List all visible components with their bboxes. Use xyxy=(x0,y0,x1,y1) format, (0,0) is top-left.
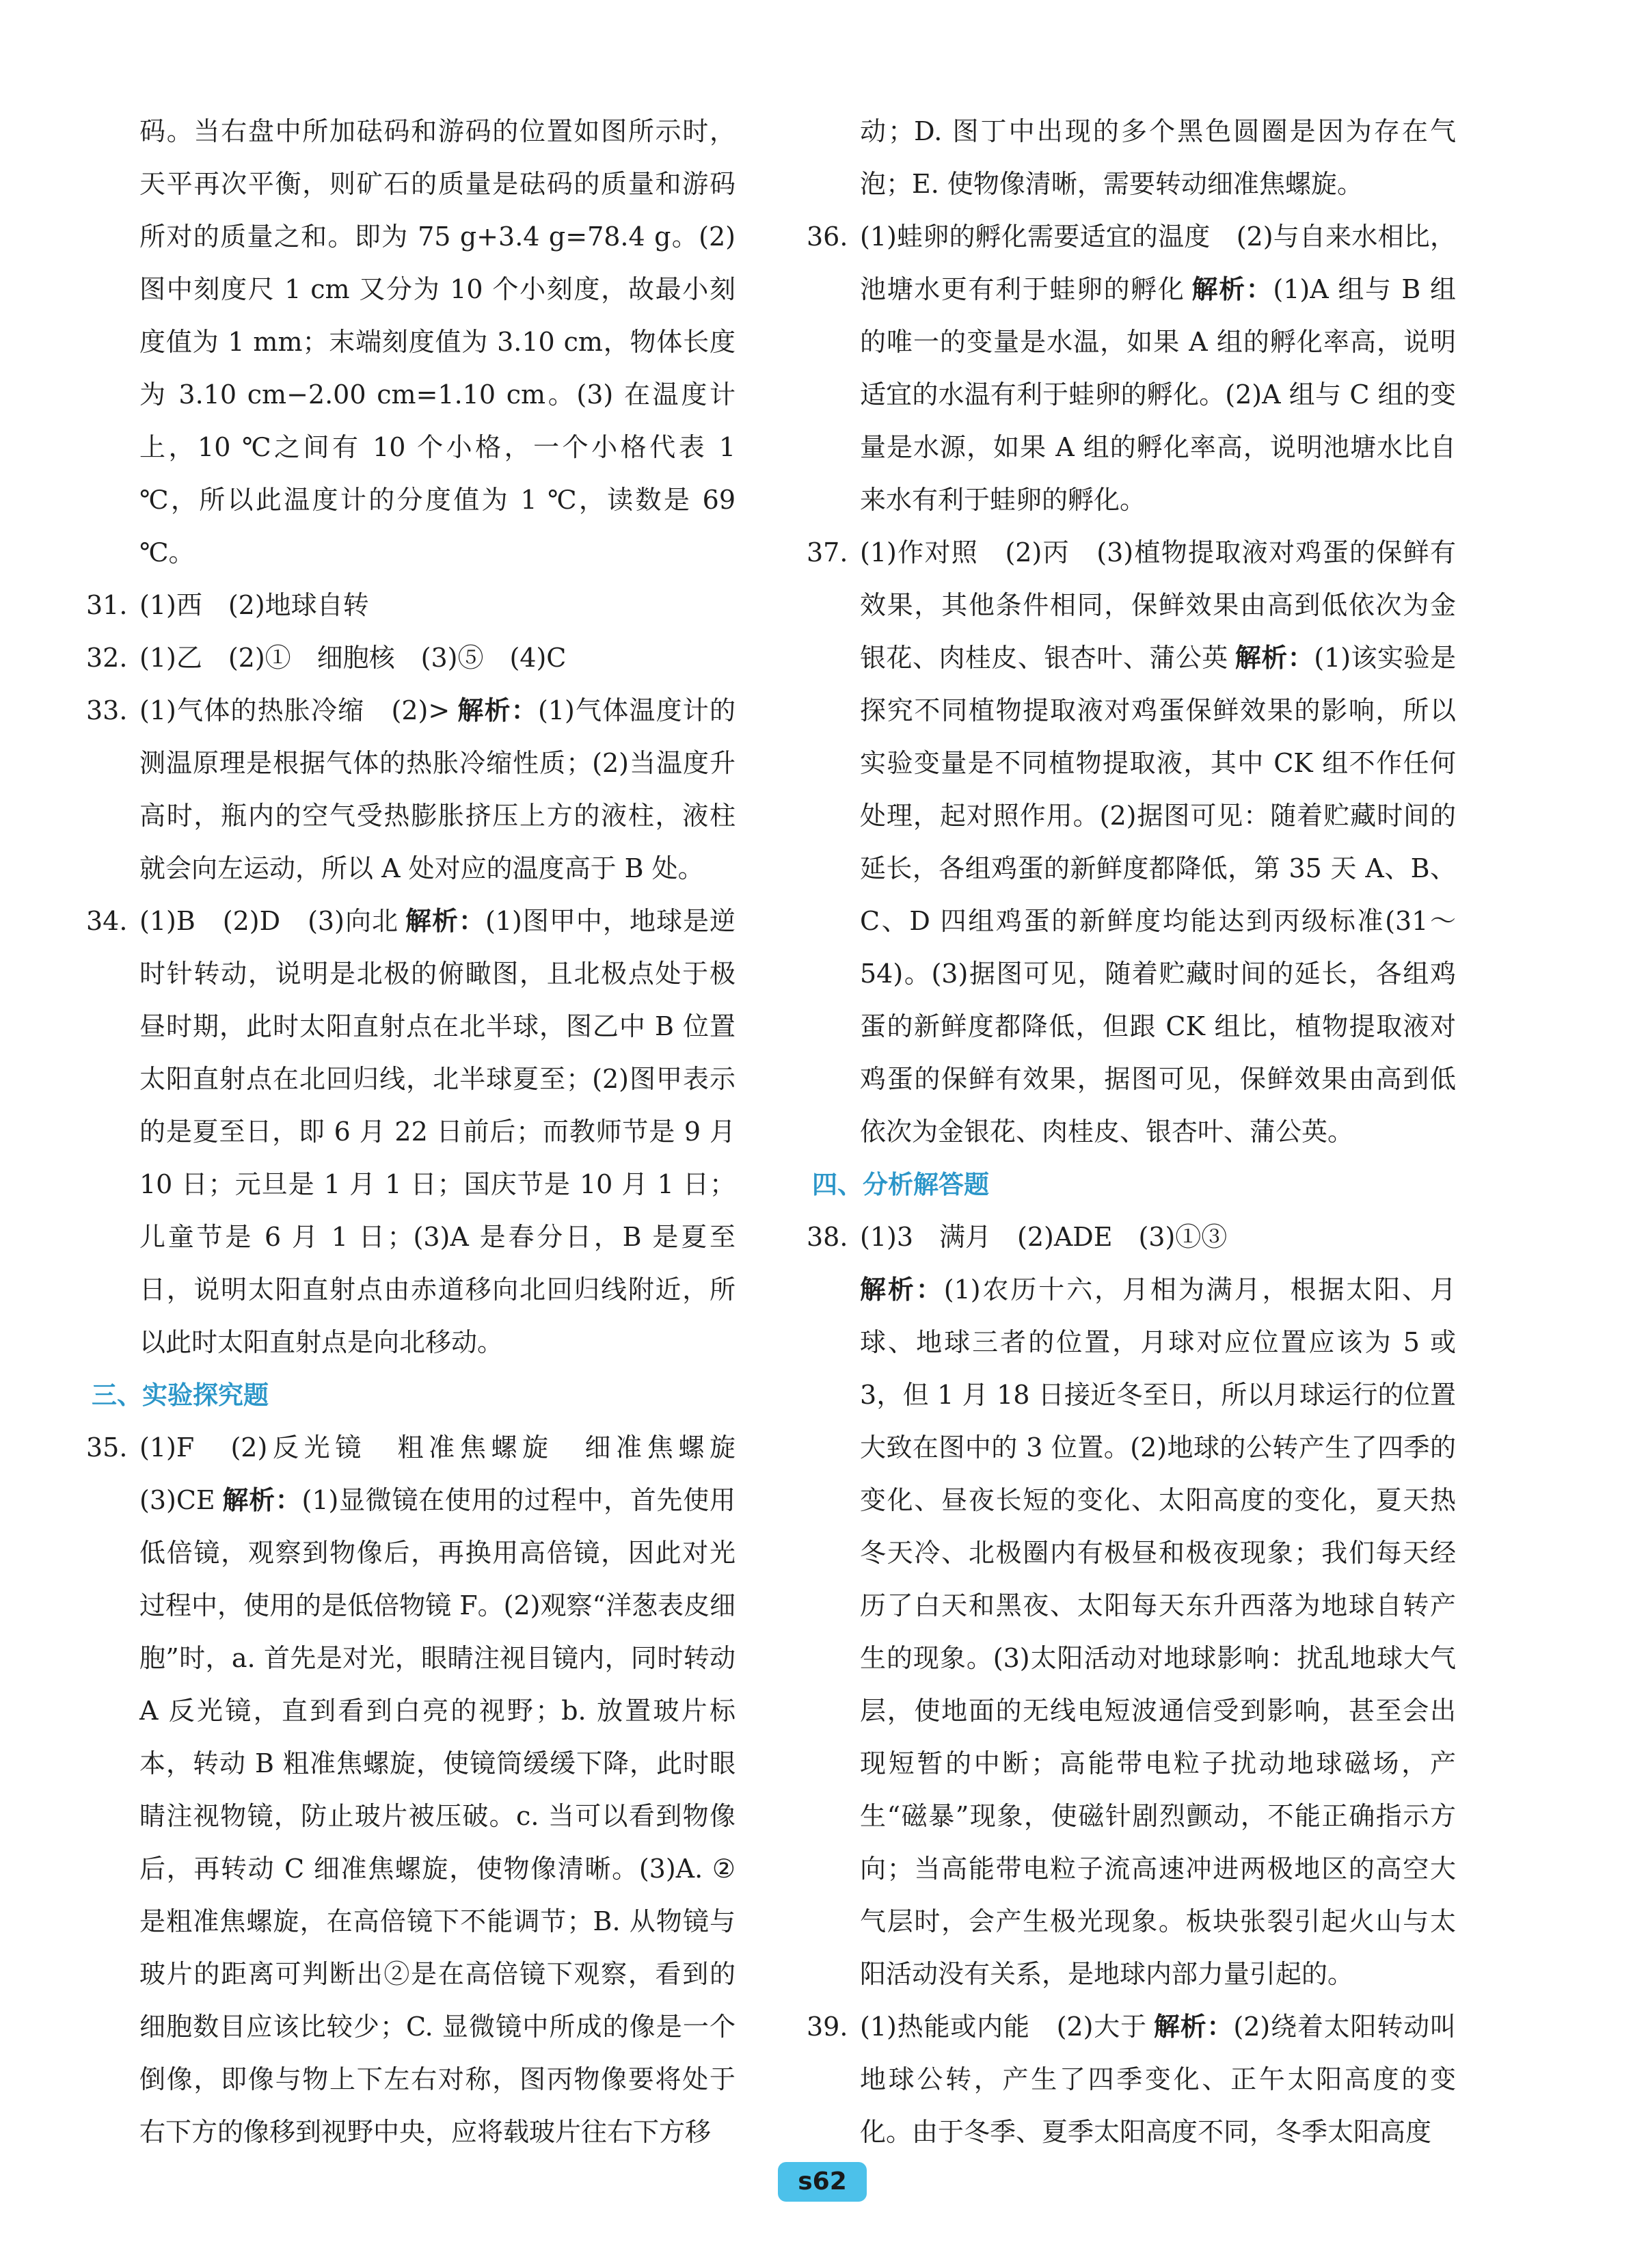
question-number: 38. xyxy=(807,1222,848,1252)
analysis-label: 解析： xyxy=(221,1485,302,1515)
answer: (1)B (2)D (3)向北 xyxy=(139,906,399,936)
analysis-label: 解析： xyxy=(1153,2012,1234,2042)
analysis-text: (2)绕着太阳转动叫地球公转，产生了四季变化、正午太阳高度的变化。由于冬季、夏季太阳高度不同，冬季太阳高度 xyxy=(860,2012,1456,2147)
analysis-label: 解析： xyxy=(860,1275,944,1305)
analysis-label: 解析： xyxy=(1191,274,1273,304)
question-36 xyxy=(807,211,1456,526)
answer: (1)作对照 (2)丙 (3)植物提取液对鸡蛋的保鲜有效果，其他条件相同，保鲜效果由高到低依次为金银花、肉桂皮、银杏叶、蒲公英 xyxy=(860,537,1456,673)
question-number: 36. xyxy=(807,222,848,252)
analysis-text: (1)该实验是探究不同植物提取液对鸡蛋保鲜效果的影响，所以实验变量是不同植物提取液，其中 CK 组不作任何处理，起对照作用。(2)据图可见：随着贮藏时间的延长，各组鸡蛋的新鲜度都降低，第 35 天 A、B、C、D 四组鸡蛋的新鲜度均能达到丙级标准(31～54)。(3)据图可见，随着贮藏时间的延长，各组鸡蛋的新鲜度都降低，但跟 CK 组比，植物提取液对鸡蛋的保鲜有效果，据图可见，保鲜效果由高到低依次为金银花、肉桂皮、银杏叶、蒲公英。 xyxy=(860,643,1456,1147)
q30-continuation: 码。当右盘中所加砝码和游码的位置如图所示时，天平再次平衡，则矿石的质量是砝码的质量和游码所对的质量之和。即为 75 g+3.4 g=78.4 g。(2)图中刻度尺 1 cm 又分为 10 个小刻度，故最小刻度值为 1 mm；末端刻度值为 3.10 cm，物体长度为 3.10 cm−2.00 cm=1.10 cm。(3) 在温度计上，10 ℃之间有 10 个小格，一个小格代表 1 ℃，所以此温度计的分度值为 1 ℃，读数是 69 ℃。 xyxy=(139,116,736,568)
answer: (1)热能或内能 (2)大于 xyxy=(860,2012,1147,2042)
question-33 xyxy=(86,684,736,895)
analysis-text: (1)图甲中，地球是逆时针转动，说明是北极的俯瞰图，且北极点处于极昼时期，此时太阳直射点在北半球，图乙中 B 位置太阳直射点在北回归线，北半球夏至；(2)图甲表示的是夏至日，即 6 月 22 日前后；而教师节是 9 月 10 日；元旦是 1 月 1 日；国庆节是 10 月 1 日；儿童节是 6 月 1 日；(3)A 是春分日，B 是夏至日，说明太阳直射点由赤道移向北回归线附近，所以此时太阳直射点是向北移动。 xyxy=(139,906,736,1357)
answer: (1)乙 (2)① 细胞核 (3)⑤ (4)C xyxy=(139,643,567,673)
question-39 xyxy=(807,2001,1456,2159)
analysis-label: 解析： xyxy=(405,906,486,936)
question-number: 31. xyxy=(86,590,128,620)
question-31 xyxy=(86,579,736,632)
question-37 xyxy=(807,526,1456,1158)
answer: (1)气体的热胀冷缩 (2)> xyxy=(139,695,450,725)
question-32 xyxy=(86,632,736,684)
analysis-label: 解析： xyxy=(457,695,539,725)
question-number: 39. xyxy=(807,2012,848,2042)
question-35 xyxy=(86,1422,762,2159)
question-34 xyxy=(86,895,736,1369)
analysis-text: (1)A 组与 B 组的唯一的变量是水温，如果 A 组的孵化率高，说明适宜的水温有利于蛙卵的孵化。(2)A 组与 C 组的变量是水源，如果 A 组的孵化率高，说明池塘水比自来水有利于蛙卵的孵化。 xyxy=(860,274,1456,515)
section-heading-analysis: 四、分析解答题 xyxy=(812,1170,989,1199)
page-number-badge: s62 xyxy=(778,2162,867,2202)
section-heading-experiment: 三、实验探究题 xyxy=(92,1380,269,1410)
question-number: 33. xyxy=(86,695,128,725)
answer: (1)3 满月 (2)ADE (3)①③ xyxy=(860,1222,1228,1252)
q35-continuation: 动；D. 图丁中出现的多个黑色圆圈是因为存在气泡；E. 使物像清晰，需要转动细准焦螺旋。 xyxy=(860,116,1456,199)
analysis-text: (1)农历十六，月相为满月，根据太阳、月球、地球三者的位置，月球对应位置应该为 5 或 3，但 1 月 18 日接近冬至日，所以月球运行的位置大致在图中的 3 位置。(2)地球的公转产生了四季的变化、昼夜长短的变化、太阳高度的变化，夏天热冬天冷、北极圈内有极昼和极夜现象；我们每天经历了白天和黑夜、太阳每天东升西落为地球自转产生的现象。(3)太阳活动对地球影响：扰乱地球大气层，使地面的无线电短波通信受到影响，甚至会出现短暂的中断；高能带电粒子扰动地球磁场，产生“磁暴”现象，使磁针剧烈颤动，不能正确指示方向；当高能带电粒子流高速冲进两极地区的高空大气层时，会产生极光现象。板块张裂引起火山与太阳活动没有关系，是地球内部力量引起的。 xyxy=(860,1275,1456,1989)
analysis-text: (1)显微镜在使用的过程中，首先使用低倍镜，观察到物像后，再换用高倍镜，因此对光过程中，使用的是低倍物镜 F。(2)观察“洋葱表皮细胞”时，a. 首先是对光，眼睛注视目镜内，同时转动 A 反光镜，直到看到白亮的视野；b. 放置玻片标本，转动 B 粗准焦螺旋，使镜筒缓缓下降，此时眼睛注视物镜，防止玻片被压破。c. 当可以看到物像后，再转动 C 细准焦螺旋，使物像清晰。(3)A. ②是粗准焦螺旋，在高倍镜下不能调节；B. 从物镜与玻片的距离可判断出②是在高倍镜下观察，看到的细胞数目应该比较少；C. 显微镜中所成的像是一个倒像，即像与物上下左右对称，图丙物像要将处于右下方的像移到视野中央，应将载玻片往右下方移 xyxy=(139,1485,736,2147)
question-number: 37. xyxy=(807,537,848,568)
analysis-label: 解析： xyxy=(1234,643,1314,673)
answer: (1)蛙卵的孵化需要适宜的温度 (2)与自来水相比，池塘水更有利于蛙卵的孵化 xyxy=(860,222,1456,304)
answer: (1)F (2)反光镜 粗准焦螺旋 细准焦螺旋 (3)CE xyxy=(139,1432,762,1515)
question-number: 35. xyxy=(86,1432,128,1463)
analysis-text: (1)气体温度计的测温原理是根据气体的热胀冷缩性质；(2)当温度升高时，瓶内的空气受热膨胀挤压上方的液柱，液柱就会向左运动，所以 A 处对应的温度高于 B 处。 xyxy=(139,695,736,883)
question-38 xyxy=(807,1211,1456,2001)
right-column xyxy=(807,105,1456,2159)
left-column xyxy=(86,105,762,2159)
question-number: 34. xyxy=(86,906,128,936)
answer: (1)西 (2)地球自转 xyxy=(139,590,369,620)
question-number: 32. xyxy=(86,643,128,673)
